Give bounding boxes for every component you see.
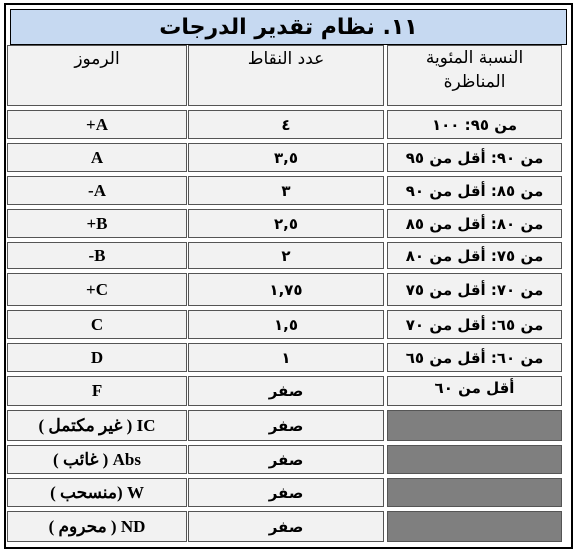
cell-points: ١,٧٥ [188, 273, 384, 306]
cell-symbol: ND ( محروم ) [7, 511, 187, 542]
cell-percent: من ٦٠: أقل من ٦٥ [387, 343, 562, 372]
cell-points: ٣,٥ [188, 143, 384, 172]
cell-points: صفر [188, 410, 384, 441]
cell-symbol: A+ [7, 110, 187, 139]
cell-symbol: B- [7, 242, 187, 269]
cell-symbol: C [7, 310, 187, 339]
cell-percent: من ٧٥: أقل من ٨٠ [387, 242, 562, 269]
cell-points: ٢,٥ [188, 209, 384, 238]
cell-symbol: Abs ( غائب ) [7, 445, 187, 474]
cell-symbol: F [7, 376, 187, 406]
header-percent-line2: المناظرة [443, 72, 506, 92]
header-points: عدد النقاط [188, 45, 384, 106]
cell-symbol: A- [7, 176, 187, 205]
cell-percent-empty [387, 511, 562, 542]
cell-points: ٤ [188, 110, 384, 139]
cell-percent: من ٧٠: أقل من ٧٥ [387, 273, 562, 306]
cell-percent: أقل من ٦٠ [387, 376, 562, 406]
header-percent [387, 45, 562, 106]
cell-percent: من ٩٥: ١٠٠ [387, 110, 562, 139]
cell-percent-empty [387, 445, 562, 474]
cell-symbol: IC ( غير مكتمل ) [7, 410, 187, 441]
cell-points: ٣ [188, 176, 384, 205]
header-symbols: الرموز [7, 45, 187, 106]
cell-symbol: B+ [7, 209, 187, 238]
cell-percent: من ٨٥: أقل من ٩٠ [387, 176, 562, 205]
cell-percent-empty [387, 410, 562, 441]
cell-points: صفر [188, 376, 384, 406]
cell-symbol: C+ [7, 273, 187, 306]
cell-percent-empty [387, 478, 562, 507]
cell-points: صفر [188, 511, 384, 542]
cell-percent: من ٨٠: أقل من ٨٥ [387, 209, 562, 238]
table-title: ١١. نظام تقدير الدرجات [10, 9, 567, 45]
cell-symbol: D [7, 343, 187, 372]
cell-points: ١ [188, 343, 384, 372]
cell-points: ١,٥ [188, 310, 384, 339]
cell-points: صفر [188, 445, 384, 474]
cell-points: ٢ [188, 242, 384, 269]
cell-points: صفر [188, 478, 384, 507]
header-percent-line1: النسبة المئوية [425, 48, 524, 68]
cell-symbol: W (منسحب ) [7, 478, 187, 507]
cell-symbol: A [7, 143, 187, 172]
cell-percent: من ٩٠: أقل من ٩٥ [387, 143, 562, 172]
cell-percent: من ٦٥: أقل من ٧٠ [387, 310, 562, 339]
